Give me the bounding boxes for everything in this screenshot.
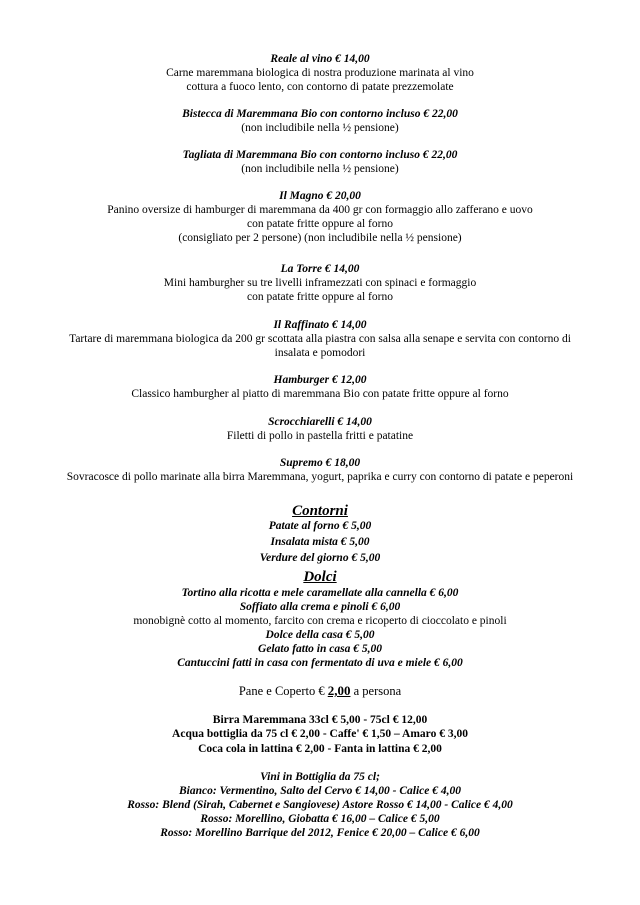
dessert-item: Dolce della casa € 5,00 — [265, 629, 375, 641]
dish-description: con patate fritte oppure al forno — [247, 291, 393, 303]
wine-item: Rosso: Morellino, Giobatta € 16,00 – Calice € 5,00 — [200, 813, 440, 825]
dish-title: Supremo € 18,00 — [279, 457, 361, 469]
dessert-item: Cantuccini fatti in casa con fermentato di uva e miele € 6,00 — [177, 657, 463, 669]
section-heading-dolci: Dolci — [303, 569, 337, 585]
dish-description: (non includibile nella ½ pensione) — [241, 163, 399, 175]
dish-description: Carne maremmana biologica di nostra produzione marinata al vino — [166, 67, 474, 79]
wine-item: Rosso: Morellino Barrique del 2012, Fenice € 20,00 – Calice € 6,00 — [160, 827, 480, 839]
dessert-note: monobignè cotto al momento, farcito con crema e ricoperto di cioccolato e pinoli — [133, 615, 507, 627]
cover-charge — [0, 684, 640, 698]
cover-charge-label: Pane e Coperto € — [238, 684, 328, 698]
dish-description: Mini hamburgher su tre livelli inframezzati con spinaci e formaggio — [163, 277, 477, 289]
cover-charge-price: 2,00 — [327, 683, 351, 698]
dish-description: Tartare di maremmana biologica da 200 gr scottata alla piastra con salsa alla senape e servita con contorno di — [69, 333, 571, 345]
cover-charge-suffix: a persona — [350, 684, 402, 698]
dish-description: Filetti di pollo in pastella fritti e patatine — [226, 430, 414, 442]
section-heading-contorni: Contorni — [292, 503, 348, 519]
dessert-item: Tortino alla ricotta e mele caramellate alla cannella € 6,00 — [181, 587, 459, 599]
drink-item: Acqua bottiglia da 75 cl € 2,00 - Caffe' € 1,50 – Amaro € 3,00 — [172, 728, 468, 740]
dish-title: Il Magno € 20,00 — [279, 190, 361, 202]
dish-title: Reale al vino € 14,00 — [270, 53, 370, 65]
dish-title: Hamburger € 12,00 — [273, 374, 367, 386]
dessert-item: Gelato fatto in casa € 5,00 — [258, 643, 382, 655]
dish-description: Panino oversize di hamburger di maremmana da 400 gr con formaggio allo zafferano e uovo — [107, 204, 533, 216]
dish-description: cottura a fuoco lento, con contorno di patate prezzemolate — [186, 81, 454, 93]
dish-title: Il Raffinato € 14,00 — [273, 319, 367, 331]
dish-description: Classico hamburgher al piatto di maremmana Bio con patate fritte oppure al forno — [131, 388, 509, 400]
dessert-item: Soffiato alla crema e pinoli € 6,00 — [239, 601, 401, 613]
side-dish-item: Patate al forno € 5,00 — [268, 520, 372, 532]
side-dish-item: Insalata mista € 5,00 — [270, 536, 370, 548]
dish-title: La Torre € 14,00 — [280, 263, 360, 275]
wine-heading: Vini in Bottiglia da 75 cl; — [260, 771, 380, 783]
dish-description: (consigliato per 2 persone) (non includibile nella ½ pensione) — [178, 232, 462, 244]
drink-item: Coca cola in lattina € 2,00 - Fanta in lattina € 2,00 — [198, 743, 442, 755]
dish-description: (non includibile nella ½ pensione) — [241, 122, 399, 134]
wine-item: Bianco: Vermentino, Salto del Cervo € 14,00 - Calice € 4,00 — [178, 785, 462, 797]
side-dish-item: Verdure del giorno € 5,00 — [259, 552, 381, 564]
dish-description: Sovracosce di pollo marinate alla birra Maremmana, yogurt, paprika e curry con contorno di patate e peperoni — [66, 471, 574, 483]
wine-item: Rosso: Blend (Sirah, Cabernet e Sangiovese) Astore Rosso € 14,00 - Calice € 4,00 — [127, 799, 513, 811]
dish-description: con patate fritte oppure al forno — [247, 218, 393, 230]
dish-title: Tagliata di Maremmana Bio con contorno incluso € 22,00 — [182, 149, 458, 161]
dish-description: insalata e pomodori — [274, 347, 366, 359]
dish-title: Bistecca di Maremmana Bio con contorno incluso € 22,00 — [182, 108, 458, 120]
drink-item: Birra Maremmana 33cl € 5,00 - 75cl € 12,00 — [212, 714, 428, 726]
dish-title: Scrocchiarelli € 14,00 — [268, 416, 372, 428]
